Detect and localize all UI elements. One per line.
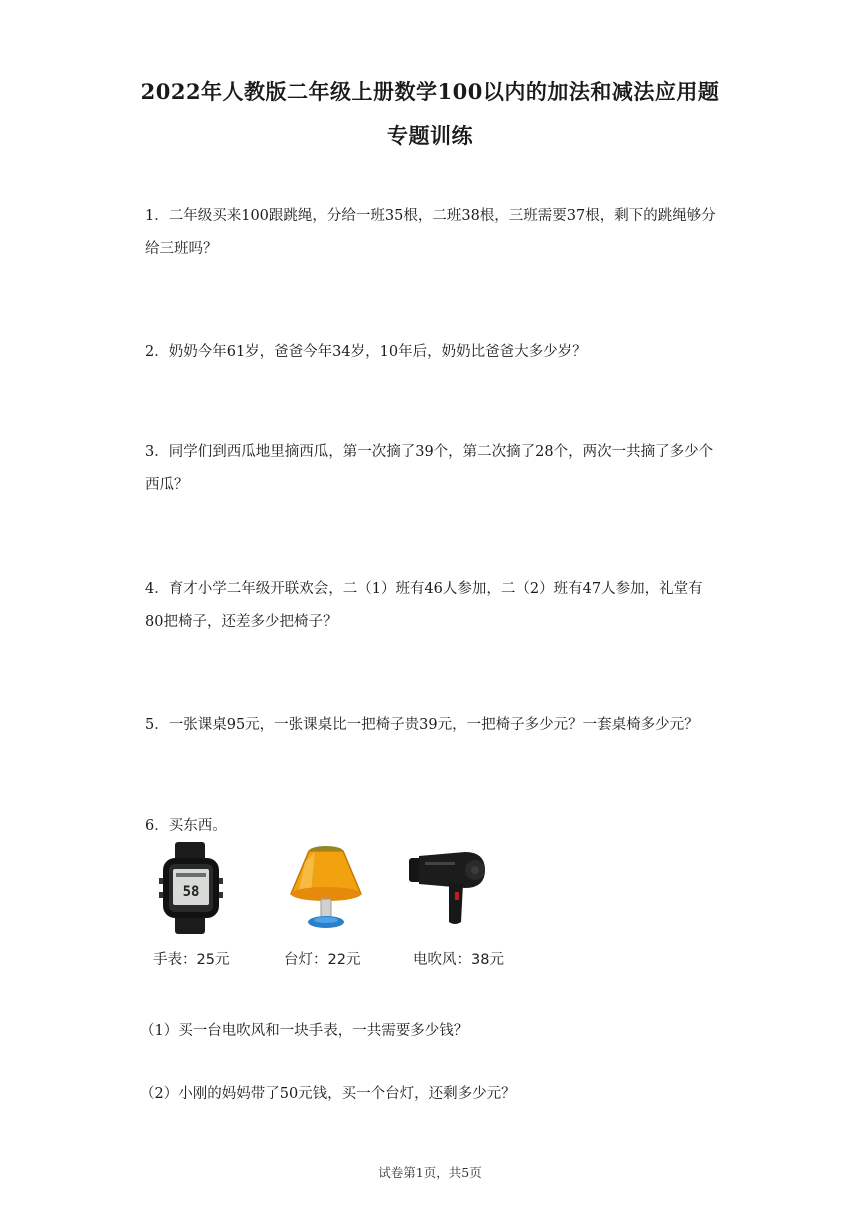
watch-display-digits: 58 [182, 884, 200, 900]
question-6: 6．买东西。 [145, 818, 227, 834]
watch-icon [155, 842, 227, 934]
hair-dryer-price-label: 电吹风：38元 [413, 952, 504, 968]
page-title: 2022年人教版二年级上册数学100以内的加法和减法应用题 [140, 79, 720, 104]
watch-price-label: 手表：25元 [153, 952, 230, 968]
hair-dryer-icon [405, 848, 491, 928]
question-3: 3．同学们到西瓜地里摘西瓜，第一次摘了39个，第二次摘了28个，两次一共摘了多少个西瓜？ [145, 444, 714, 493]
lamp-icon [285, 842, 367, 932]
page-subtitle: 专题训练 [387, 123, 473, 148]
lamp-price-label: 台灯：22元 [284, 952, 361, 968]
page-footer: 试卷第1页，共5页 [378, 1165, 482, 1180]
watch-image [155, 842, 227, 934]
subquestion-1: （1）买一台电吹风和一块手表，一共需要多少钱？ [140, 1023, 469, 1039]
subquestion-2: （2）小刚的妈妈带了50元钱，买一个台灯，还剩多少元？ [140, 1086, 516, 1102]
question-5: 5．一张课桌95元，一张课桌比一把椅子贵39元，一把椅子多少元？一套桌椅多少元？ [145, 717, 699, 733]
hair-dryer-image [405, 848, 491, 928]
question-2: 2．奶奶今年61岁，爸爸今年34岁，10年后，奶奶比爸爸大多少岁？ [145, 344, 587, 360]
question-1: 1．二年级买来100跟跳绳，分给一班35根，二班38根，三班需要37根，剩下的跳绳够分给三班吗？ [145, 208, 716, 257]
question-4: 4．育才小学二年级开联欢会，二（1）班有46人参加，二（2）班有47人参加，礼堂有80把椅子，还差多少把椅子？ [145, 581, 703, 630]
lamp-image [285, 842, 367, 932]
